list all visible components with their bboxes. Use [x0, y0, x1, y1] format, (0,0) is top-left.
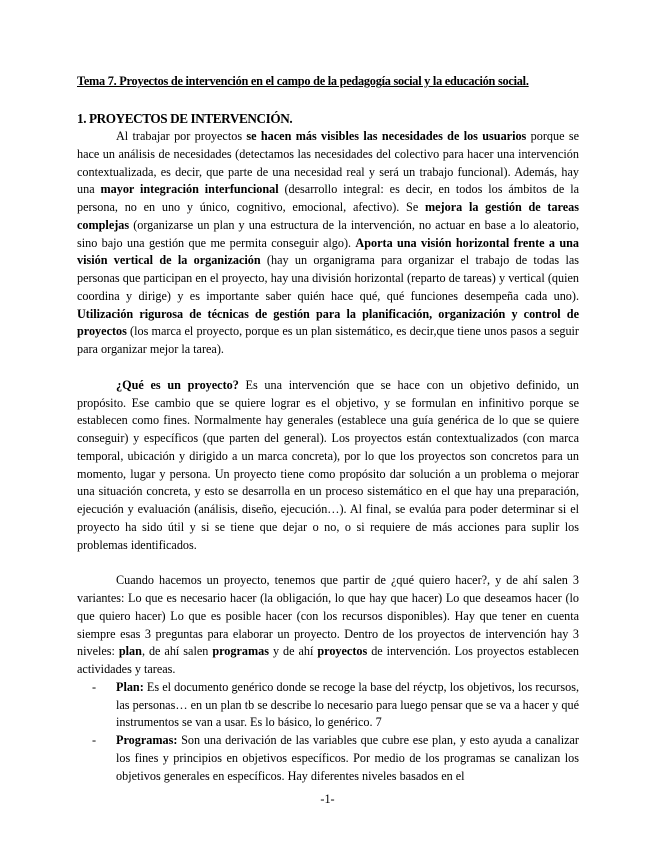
- list-item-label: Plan:: [116, 679, 144, 694]
- paragraph-what-is-project: [77, 377, 579, 555]
- bold-run: Aporta una visión horizontal frente a una visión vertical de la organización: [77, 235, 580, 268]
- page-number: -1-: [320, 792, 335, 806]
- bold-run: mejora la gestión de tareas complejas: [77, 200, 579, 232]
- dash-bullet: -: [92, 679, 97, 694]
- text-run: , de ahí salen: [141, 644, 213, 659]
- section-heading: 1. PROYECTOS DE INTERVENCIÓN.: [77, 111, 293, 126]
- dash-bullet: -: [92, 733, 97, 747]
- bold-run: Utilización rigurosa de técnicas de gestión para la planificación, organización y control de proyectos: [77, 306, 579, 339]
- list-item: [77, 679, 579, 732]
- list-item-label: Programas:: [116, 733, 178, 747]
- document-page: [77, 74, 579, 785]
- bold-run: ¿Qué es un proyecto?: [116, 377, 239, 392]
- bold-run: proyectos: [317, 644, 368, 659]
- bold-run: mayor integración interfuncional: [100, 182, 279, 197]
- list-item-text: Es el documento genérico donde se recoge la base del réyctp, los objetivos, los recursos, las personas… en un plan tb se describe lo necesario para luego pensar que se va a hacer y qué instrumentos se van a usar. Es lo básico, lo genérico. 7: [116, 679, 579, 730]
- text-run: (desarrollo integral: es decir, en todos los ámbitos de la persona, no en uno y único, cognitivo, emocional, afectivo). Se: [77, 182, 579, 214]
- bold-run: programas: [212, 644, 269, 659]
- list-item-text: Son una derivación de las variables que cubre ese plan, y esto ayuda a canalizar los fines y principios en objetivos específicos. Por medio de los programas se canalizan los objetivos generales en específicos. Hay diferentes niveles basados en el: [116, 733, 579, 783]
- paragraph-levels: [77, 572, 579, 679]
- list-item: [77, 732, 579, 785]
- text-run: Cuando hacemos un proyecto, tenemos que partir de ¿qué quiero hacer?, y de ahí salen 3 variantes: Lo que es necesario hacer (la obligación, lo que hay que hacer) Lo que deseamos hacer (lo que quiero hacer) Lo que es posible hacer (con los recursos disponibles). Hay que tener en cuenta siempre esas 3 preguntas para elaborar un proyecto. Dentro de los proyectos de intervención hay 3 niveles:: [77, 573, 579, 659]
- text-run: Al trabajar por proyectos: [116, 129, 247, 143]
- text-run: (organizarse un plan y una estructura de la intervención, no actuar en base a lo aleatorio, sino bajo una gestión que me permita conseguir algo).: [77, 217, 579, 250]
- text-run: de intervención. Los proyectos establecen actividades y tareas.: [77, 644, 579, 676]
- bold-run: se hacen más visibles las necesidades de los usuarios: [246, 129, 527, 143]
- document-title: Tema 7. Proyectos de intervención en el campo de la pedagogía social y la educación social.: [77, 74, 529, 88]
- text-run: (los marca el proyecto, porque es un plan sistemático, es decir,que tiene unos pasos a seguir para organizar mejor la tarea).: [77, 324, 579, 356]
- text-run: Es una intervención que se hace con un objetivo definido, un propósito. Ese cambio que se quiere lograr es el objetivo, y se formulan en infinitivo porque se establecen como fines. Normalmente hay generales (establece una guía genérica de lo que se quiere conseguir) y específicos (que parten del general). Los proyectos están contextualizados (con marca temporal, ubicación y dirigido a un marca concreta), por lo que los proyectos son concretos para un momento, lugar y persona. Un proyecto tiene como propósito dar solución a un problema o mejorar una situación concreta, y esto se desarrolla en un proceso sistemático en el que hay una preparación, ejecución y evaluación (análisis, diseño, ejecución…). Al final, se evalúa para poder determinar si el proyecto ha sido útil y si se tiene que dejar o no, o si requiere de más acciones para suplir los problemas identificados.: [77, 377, 579, 552]
- text-run: porque se hace un análisis de necesidades (detectamos las necesidades del colectivo para hacer una intervención contextualizada, es decir, que parte de una necesidad real y será un trabajo funcional). Además, hay una: [77, 129, 579, 197]
- levels-list: [77, 679, 579, 786]
- text-run: y de ahí: [268, 644, 318, 659]
- paragraph-intro: [77, 128, 579, 359]
- bold-run: plan: [118, 644, 142, 659]
- text-run: (hay un organigrama para organizar el trabajo de todas las personas que participan en el proyecto, hay una división horizontal (reparto de tareas) y vertical (quien coordina y dirige) y es importante saber quién hace qué, qué funciones desempeña cada uno).: [77, 253, 579, 303]
